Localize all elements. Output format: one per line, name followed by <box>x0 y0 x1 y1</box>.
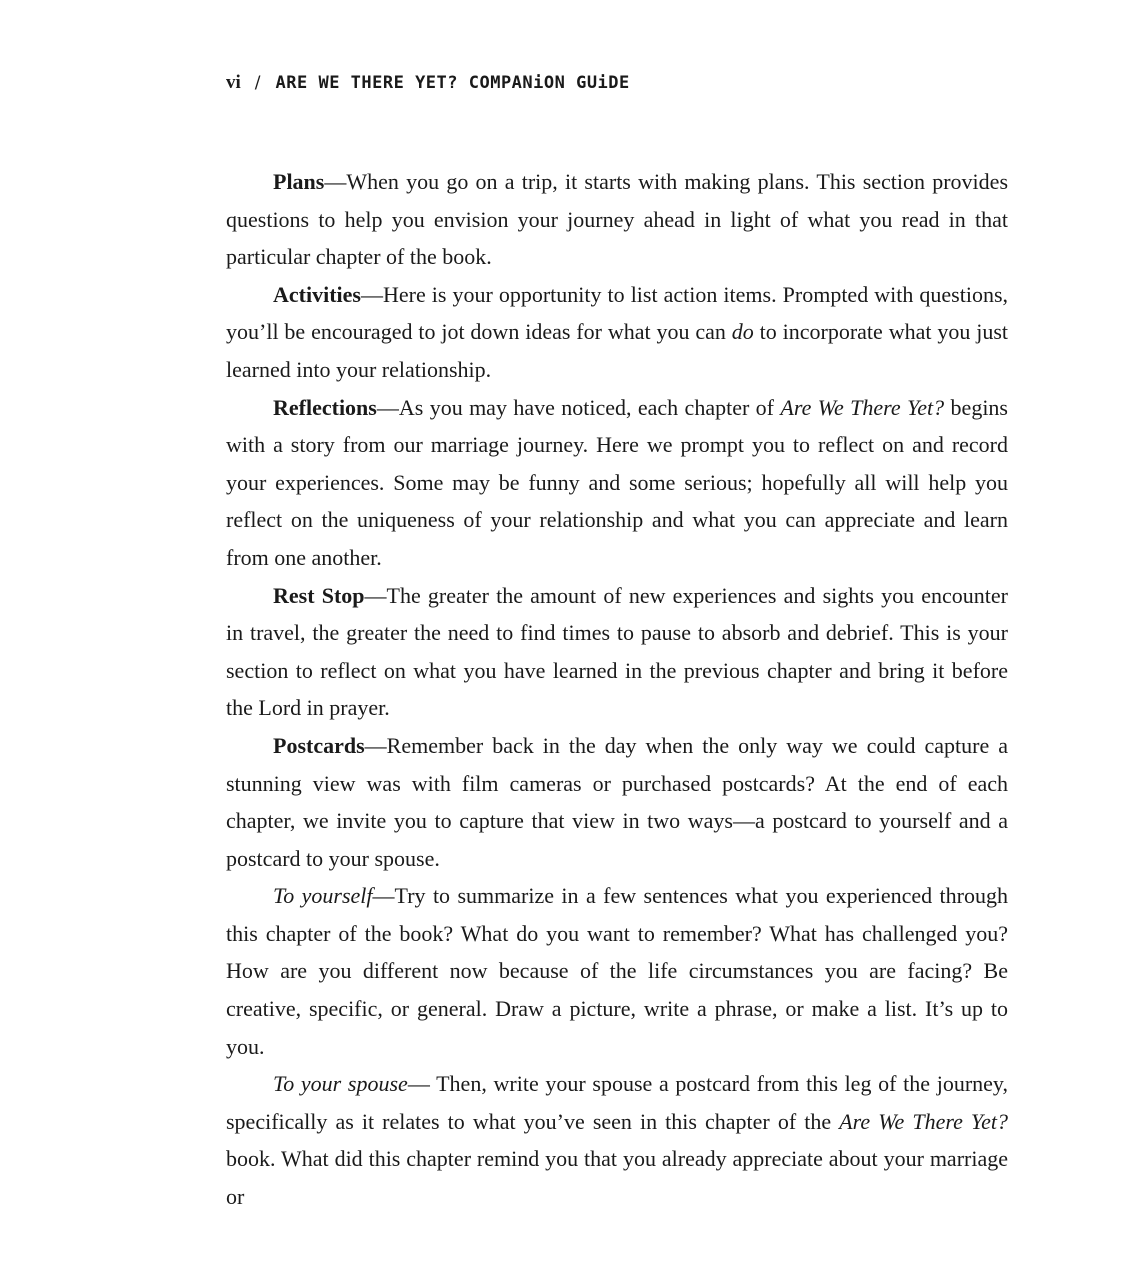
em-dash: — <box>407 1071 437 1097</box>
paragraph-plans <box>226 163 1008 276</box>
paragraph-reflections <box>226 389 1008 577</box>
term-postcards: Postcards <box>273 732 365 758</box>
paragraph-text: Try to summarize in a few sentences what you experienced through this chapter of the book? What do you want to remember? What has challenged you? How are you different now because of the life circumstances you are facing? Be creative, specific, or general. Draw a picture, write a phrase, or make a list. It’s up to you. <box>226 883 1009 1059</box>
book-title-header: ARE WE THERE YET? COMPANiON GUiDE <box>275 73 630 93</box>
body-text <box>226 163 1008 1216</box>
paragraph-text: Then, write your spouse a postcard from this leg of the journey, specifically as it relates to what you’ve seen in this chapter of the <box>226 1071 1008 1134</box>
paragraph-text: Here is your opportunity to list action items. Prompted with questions, you’ll be encouraged to jot down ideas for what you can <box>226 281 1008 345</box>
book-title-italic: Are We There Yet? <box>839 1108 1009 1134</box>
paragraph-rest-stop <box>226 577 1008 727</box>
em-dash: — <box>372 883 395 909</box>
paragraph-postcards <box>226 727 1008 877</box>
em-dash: — <box>376 394 399 420</box>
term-reflections: Reflections <box>273 394 377 420</box>
paragraph-text: Remember back in the day when the only way we could capture a stunning view was with film cameras or purchased postcards? At the end of each chapter, we invite you to capture that view in two ways—a postcard to yourself and a postcard to your spouse. <box>226 732 1008 871</box>
paragraph-activities <box>226 276 1008 389</box>
term-to-yourself: To yourself <box>273 883 373 909</box>
header-separator: / <box>254 73 262 93</box>
term-plans: Plans <box>273 169 325 194</box>
paragraph-text: When you go on a trip, it starts with making plans. This section provides questions to help you envision your journey ahead in light of what you read in that particular chapter of the book. <box>226 169 1008 270</box>
term-activities: Activities <box>273 281 361 307</box>
emphasis: do <box>731 319 754 345</box>
paragraph-to-yourself <box>226 877 1008 1065</box>
em-dash: — <box>364 582 387 608</box>
em-dash: — <box>324 169 347 194</box>
paragraph-to-your-spouse <box>226 1065 1008 1215</box>
paragraph-text: As you may have noticed, each chapter of <box>398 394 781 420</box>
em-dash: — <box>364 732 387 758</box>
paragraph-text: to incorporate what you just learned into your relationship. <box>226 319 1008 382</box>
paragraph-text: The greater the amount of new experiences and sights you encounter in travel, the greater the need to find times to pause to absorb and debrief. This is your section to reflect on what you have learned in the previous chapter and bring it before the Lord in prayer. <box>226 582 1008 721</box>
term-to-your-spouse: To your spouse <box>273 1071 408 1097</box>
running-head <box>226 72 630 94</box>
page-number: vi <box>226 72 241 93</box>
paragraph-text: book. What did this chapter remind you that you already appreciate about your marriage or <box>226 1146 1008 1210</box>
book-title-italic: Are We There Yet? <box>780 394 945 420</box>
term-rest-stop: Rest Stop <box>273 582 365 608</box>
paragraph-text: begins with a story from our marriage journey. Here we prompt you to reflect on and record your experiences. Some may be funny and some serious; hopefully all will help you reflect on the uniqueness of your relationship and what you can appreciate and learn from one another. <box>226 394 1008 570</box>
em-dash: — <box>360 281 383 307</box>
